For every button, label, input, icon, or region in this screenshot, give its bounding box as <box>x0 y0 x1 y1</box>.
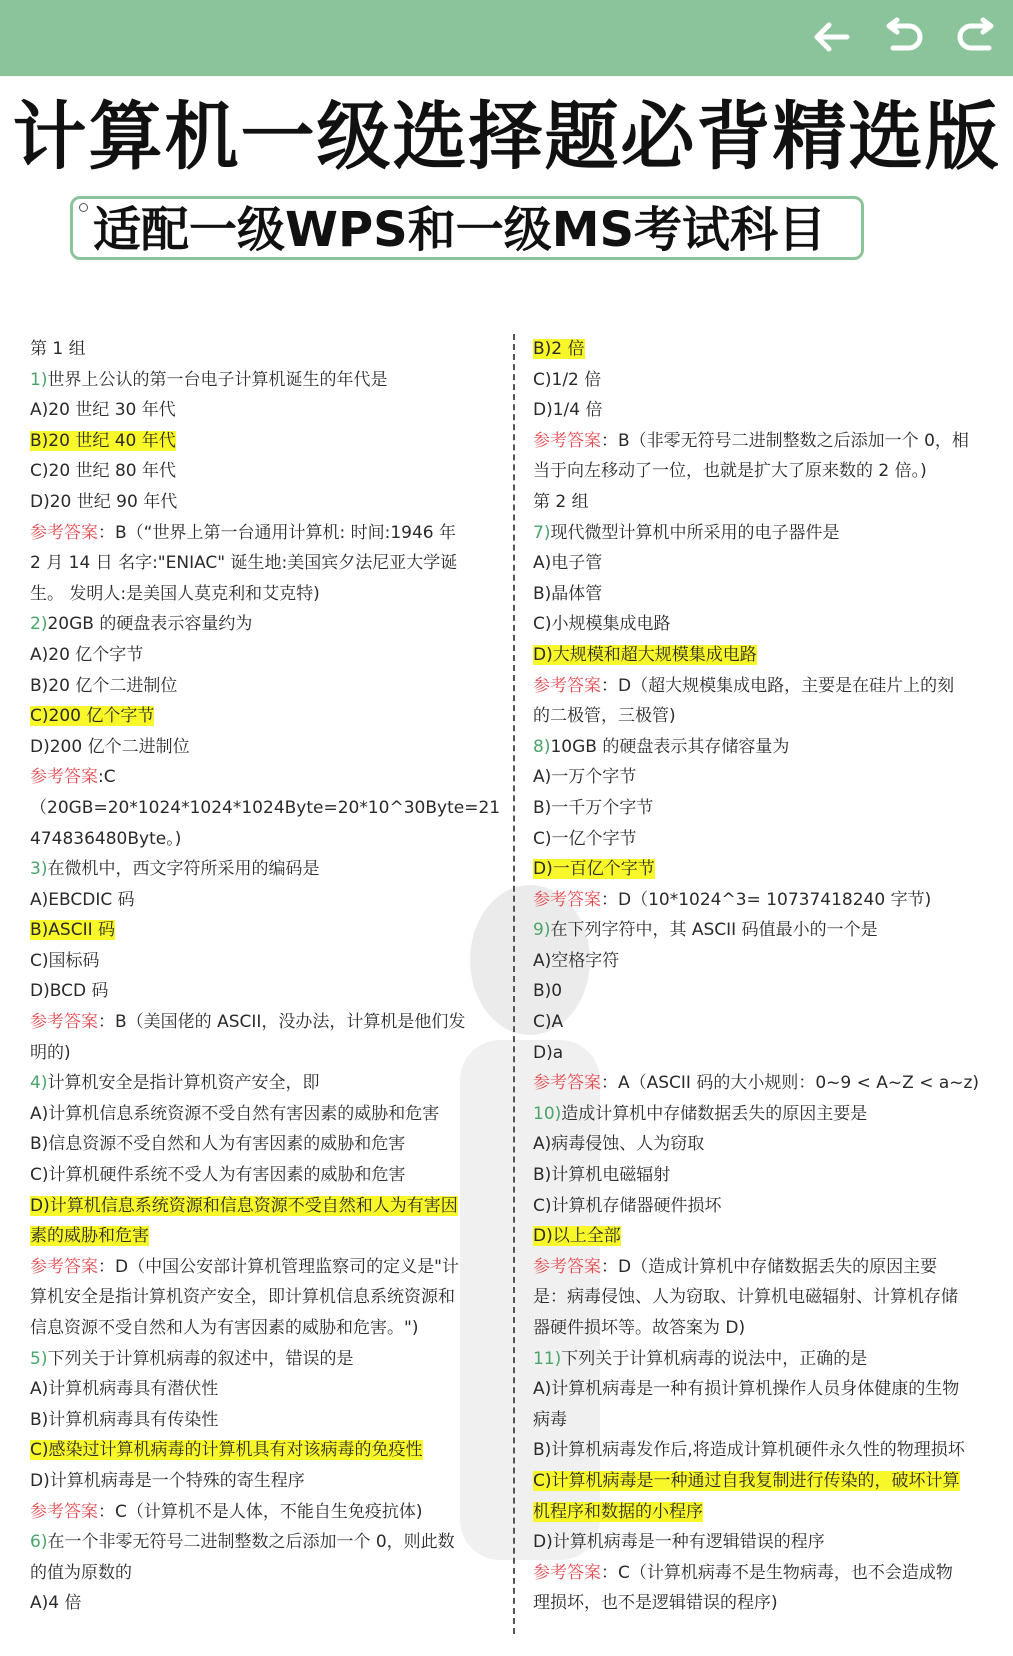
line-text <box>533 767 636 787</box>
text-line <box>533 1221 988 1252</box>
text-line <box>533 1435 988 1466</box>
answer-label: 参考答案 <box>30 1012 98 1033</box>
line-content: ：C（计算机病毒不是生物病毒，也不会造成物 <box>601 1562 953 1583</box>
line-text <box>30 1287 455 1307</box>
text-line <box>30 1038 500 1069</box>
text-line <box>30 854 500 885</box>
text-line <box>30 640 500 671</box>
answer-label: 参考答案 <box>30 522 98 543</box>
text-line <box>533 1497 988 1528</box>
line-content: C)小规模集成电路 <box>533 614 671 635</box>
text-line <box>533 426 988 457</box>
line-content: C)计算机病毒是一种通过自我复制进行传染的，破坏计算 <box>533 1470 960 1491</box>
line-content: A)计算机病毒具有潜伏性 <box>30 1379 219 1400</box>
line-text <box>30 614 252 634</box>
line-text <box>533 1563 953 1583</box>
line-content: ：B（非零无符号二进制整数之后添加一个 0，相 <box>601 430 969 451</box>
text-line <box>533 395 988 426</box>
text-line <box>533 1466 988 1497</box>
line-text <box>30 1318 418 1338</box>
answer-label: 参考答案 <box>533 1256 601 1277</box>
line-content: A)20 世纪 30 年代 <box>30 400 176 421</box>
answer-label: 参考答案 <box>533 1073 601 1094</box>
line-content: D)计算机病毒是一种有逻辑错误的程序 <box>533 1532 825 1553</box>
text-line <box>30 365 500 396</box>
text-line <box>30 1252 500 1283</box>
text-line <box>30 1527 500 1558</box>
line-text <box>533 706 676 726</box>
text-line <box>533 1344 988 1375</box>
text-line <box>533 456 988 487</box>
text-line <box>533 579 988 610</box>
undo-icon[interactable] <box>881 14 927 60</box>
line-content: 的值为原数的 <box>30 1562 132 1583</box>
line-text <box>30 1043 71 1063</box>
line-text <box>30 584 320 604</box>
text-line <box>533 1405 988 1436</box>
line-text <box>30 645 143 665</box>
line-text <box>30 1257 459 1277</box>
line-content: 明的) <box>30 1042 71 1063</box>
line-text <box>533 1593 778 1613</box>
highlighted-option <box>533 1502 703 1522</box>
text-line <box>30 548 500 579</box>
line-text <box>533 981 562 1001</box>
text-line <box>533 1160 988 1191</box>
text-line <box>533 671 988 702</box>
line-content: 是：病毒侵蚀、人为窃取、计算机电磁辐射、计算机存储 <box>533 1287 958 1308</box>
line-content: 在一个非零无符号二进制整数之后添加一个 0，则此数 <box>47 1532 455 1553</box>
text-line <box>30 762 500 793</box>
line-content: 20GB 的硬盘表示容量约为 <box>47 614 253 635</box>
question-number: 10) <box>533 1103 562 1124</box>
line-text <box>533 920 878 940</box>
line-content: A)一万个字节 <box>533 767 637 788</box>
highlighted-option <box>533 339 585 359</box>
line-text <box>533 798 653 818</box>
line-text <box>30 890 135 910</box>
text-line <box>30 1497 500 1528</box>
line-content: A)电子管 <box>533 553 603 574</box>
line-content: 现代微型计算机中所采用的电子器件是 <box>550 522 840 543</box>
line-content: C)200 亿个字节 <box>30 706 155 727</box>
answer-label: 参考答案 <box>533 675 601 696</box>
text-line <box>30 915 500 946</box>
text-line <box>533 701 988 732</box>
line-content: 机程序和数据的小程序 <box>533 1501 703 1522</box>
line-content: D)一百亿个字节 <box>533 859 655 880</box>
line-text <box>30 737 190 757</box>
line-text <box>30 1134 405 1154</box>
line-text <box>30 523 456 543</box>
answer-label: 参考答案 <box>533 889 601 910</box>
text-line <box>533 1527 988 1558</box>
text-line <box>30 1374 500 1405</box>
line-text <box>533 1104 867 1124</box>
line-text <box>533 951 619 971</box>
line-content: C)计算机存储器硬件损坏 <box>533 1195 722 1216</box>
text-line <box>533 885 988 916</box>
back-arrow-icon[interactable] <box>809 14 855 60</box>
text-line <box>533 1129 988 1160</box>
subtitle-box <box>70 196 864 260</box>
line-text <box>533 676 954 696</box>
highlighted-option <box>533 645 757 665</box>
line-text <box>30 461 176 481</box>
highlighted-option <box>30 1196 458 1216</box>
line-text <box>30 492 177 512</box>
line-text <box>30 1471 305 1491</box>
text-line <box>30 1282 500 1313</box>
line-text <box>533 1043 563 1063</box>
line-content: B)计算机病毒具有传染性 <box>30 1409 219 1430</box>
line-content: 第 2 组 <box>533 491 589 512</box>
line-content: 算机安全是指计算机资产安全，即计算机信息系统资源和 <box>30 1287 455 1308</box>
line-content: 下列关于计算机病毒的说法中，正确的是 <box>561 1348 868 1369</box>
text-line <box>533 1007 988 1038</box>
decorative-dot-icon <box>79 203 88 212</box>
text-line <box>533 1282 988 1313</box>
text-line <box>30 824 500 855</box>
line-text <box>533 737 789 757</box>
question-number: 9) <box>533 920 551 941</box>
highlighted-option <box>533 859 655 879</box>
text-line <box>533 824 988 855</box>
line-content: 造成计算机中存储数据丢失的原因主要是 <box>561 1103 868 1124</box>
line-content: D)20 世纪 90 年代 <box>30 491 178 512</box>
line-text <box>533 461 927 481</box>
line-text <box>30 553 457 573</box>
text-line <box>30 1588 500 1619</box>
line-content: C)A <box>533 1012 564 1033</box>
text-line <box>30 1558 500 1589</box>
line-content: B)0 <box>533 981 563 1002</box>
text-line <box>533 1588 988 1619</box>
line-content: 生。 发明人:是美国人莫克利和艾克特) <box>30 583 320 604</box>
line-text <box>533 1012 563 1032</box>
text-line <box>30 395 500 426</box>
line-content: 当于向左移动了一位，也就是扩大了原来数的 2 倍。) <box>533 461 927 482</box>
text-line <box>30 579 500 610</box>
question-number: 7) <box>533 522 551 543</box>
line-text <box>533 829 637 849</box>
line-content: B)20 世纪 40 年代 <box>30 430 176 451</box>
line-content: 2 月 14 日 名字:"ENIAC" 诞生地:美国宾夕法尼亚大学诞 <box>30 553 458 574</box>
line-content: 理损坏，也不是逻辑错误的程序) <box>533 1593 778 1614</box>
text-line <box>533 487 988 518</box>
line-content: ：D（造成计算机中存储数据丢失的原因主要 <box>601 1256 938 1277</box>
line-content: 病毒 <box>533 1409 567 1430</box>
text-line <box>533 1558 988 1589</box>
line-content: 下列关于计算机病毒的叙述中，错误的是 <box>47 1348 354 1369</box>
text-line <box>30 885 500 916</box>
line-text <box>533 1349 867 1369</box>
highlighted-option <box>30 1440 423 1460</box>
line-content: 10GB 的硬盘表示其存储容量为 <box>550 736 790 757</box>
line-text <box>533 1318 745 1338</box>
line-text <box>533 400 603 420</box>
line-text <box>533 1440 965 1460</box>
line-text <box>30 859 319 879</box>
line-content: D)以上全部 <box>533 1226 621 1247</box>
text-line <box>30 487 500 518</box>
text-line <box>533 793 988 824</box>
text-line <box>533 946 988 977</box>
text-line <box>533 640 988 671</box>
line-text <box>30 1165 406 1185</box>
line-text <box>533 890 931 910</box>
line-text <box>30 676 177 696</box>
left-column <box>30 334 500 1619</box>
line-content: B)计算机电磁辐射 <box>533 1165 671 1186</box>
line-text <box>533 614 671 634</box>
text-line <box>30 426 500 457</box>
line-content: D)大规模和超大规模集成电路 <box>533 644 757 665</box>
question-number: 2) <box>30 614 48 635</box>
line-text <box>533 1410 567 1430</box>
line-text <box>30 1379 218 1399</box>
line-content: B)晶体管 <box>533 583 603 604</box>
answer-label: 参考答案 <box>30 1256 98 1277</box>
line-text <box>30 1410 218 1430</box>
line-text <box>30 951 100 971</box>
text-line <box>30 793 500 824</box>
line-content: C)20 世纪 80 年代 <box>30 461 176 482</box>
question-number: 4) <box>30 1073 48 1094</box>
line-content: 信息资源不受自然和人为有害因素的威胁和危害。") <box>30 1318 419 1338</box>
text-line <box>30 1344 500 1375</box>
line-text <box>533 431 969 451</box>
column-divider <box>513 334 515 1634</box>
line-content: C)计算机硬件系统不受人为有害因素的威胁和危害 <box>30 1165 406 1186</box>
line-content: 器硬件损坏等。故答案为 D) <box>533 1318 746 1338</box>
line-content: D)计算机信息系统资源和信息资源不受自然和人为有害因 <box>30 1195 458 1216</box>
line-content: C)国标码 <box>30 950 100 971</box>
line-text <box>533 553 602 573</box>
line-content: C)1/2 倍 <box>533 369 602 390</box>
line-content: B)计算机病毒发作后,将造成计算机硬件永久性的物理损坏 <box>533 1440 965 1461</box>
line-text <box>533 1134 704 1154</box>
line-text <box>533 1532 825 1552</box>
line-text <box>533 523 839 543</box>
line-text <box>30 798 500 818</box>
line-content: 计算机安全是指计算机资产安全，即 <box>47 1073 320 1094</box>
text-line <box>533 762 988 793</box>
text-line <box>533 609 988 640</box>
question-number: 11) <box>533 1348 562 1369</box>
text-line <box>30 1129 500 1160</box>
text-line <box>533 854 988 885</box>
answer-label: 参考答案 <box>30 1501 98 1522</box>
text-line <box>30 732 500 763</box>
answer-label: 参考答案 <box>30 767 98 788</box>
line-content: ：D（10*1024^3= 10737418240 字节) <box>601 889 932 910</box>
text-line <box>30 1435 500 1466</box>
text-line <box>30 609 500 640</box>
line-content: 的二极管，三极管) <box>533 706 676 727</box>
line-text <box>30 339 86 359</box>
line-content: :C <box>98 767 116 788</box>
text-line <box>533 1313 988 1344</box>
text-line <box>533 548 988 579</box>
text-line <box>30 1191 500 1222</box>
line-content: ：B（美国佬的 ASCII，没办法，计算机是他们发 <box>98 1012 466 1033</box>
text-line <box>533 915 988 946</box>
line-content: C)一亿个字节 <box>533 828 637 849</box>
question-number: 5) <box>30 1348 48 1369</box>
text-line <box>533 1252 988 1283</box>
text-line <box>30 518 500 549</box>
line-text <box>533 1379 959 1399</box>
line-text <box>30 1532 455 1552</box>
text-line <box>533 518 988 549</box>
line-content: D)a <box>533 1042 564 1063</box>
right-column <box>533 334 988 1619</box>
line-content: D)1/4 倍 <box>533 400 603 421</box>
line-content: 474836480Byte。) <box>30 828 182 849</box>
text-line <box>533 976 988 1007</box>
text-line <box>30 671 500 702</box>
text-line <box>533 365 988 396</box>
text-line <box>30 1068 500 1099</box>
question-number: 1) <box>30 369 48 390</box>
line-content: B)一千万个字节 <box>533 797 654 818</box>
text-line <box>30 1221 500 1252</box>
text-line <box>533 1099 988 1130</box>
highlighted-option <box>30 1226 149 1246</box>
line-content: A)计算机信息系统资源不受自然有害因素的威胁和危害 <box>30 1103 440 1124</box>
subtitle: 适配一级WPS和一级MS考试科目 <box>93 202 827 258</box>
nav-icon-group <box>809 14 999 60</box>
line-content: D)BCD 码 <box>30 981 109 1002</box>
text-line <box>30 701 500 732</box>
top-bar <box>0 0 1013 76</box>
line-content: C)感染过计算机病毒的计算机具有对该病毒的免疫性 <box>30 1440 423 1461</box>
text-line <box>533 334 988 365</box>
text-line <box>30 1099 500 1130</box>
line-text <box>533 370 601 390</box>
line-text <box>30 370 387 390</box>
line-content: B)信息资源不受自然和人为有害因素的威胁和危害 <box>30 1134 406 1155</box>
line-content: D)计算机病毒是一个特殊的寄生程序 <box>30 1470 305 1491</box>
text-line <box>533 1374 988 1405</box>
line-text <box>533 1196 722 1216</box>
text-line <box>533 732 988 763</box>
line-text <box>30 1073 319 1093</box>
line-content: ：D（中国公安部计算机管理监察司的定义是"计 <box>98 1256 459 1277</box>
line-content: A)4 倍 <box>30 1593 82 1614</box>
line-content: 第 1 组 <box>30 339 86 359</box>
line-text <box>533 584 602 604</box>
text-line <box>30 1313 500 1344</box>
line-text <box>30 981 108 1001</box>
highlighted-option <box>30 706 154 726</box>
highlighted-option <box>533 1226 621 1246</box>
line-content: ：B（“世界上第一台通用计算机: 时间:1946 年 <box>98 522 456 543</box>
line-text <box>30 400 176 420</box>
answer-label: 参考答案 <box>533 430 601 451</box>
text-line <box>30 1405 500 1436</box>
line-content: 世界上公认的第一台电子计算机诞生的年代是 <box>47 369 388 390</box>
line-content: ：A（ASCII 码的大小规则：0~9 < A~Z < a~z) <box>601 1073 980 1094</box>
text-line <box>30 1160 500 1191</box>
text-line <box>533 1191 988 1222</box>
line-content: A)EBCDIC 码 <box>30 889 135 910</box>
line-content: A)计算机病毒是一种有损计算机操作人员身体健康的生物 <box>533 1379 960 1400</box>
line-text <box>30 1593 81 1613</box>
text-line <box>30 1007 500 1038</box>
question-number: 8) <box>533 736 551 757</box>
line-content: （20GB=20*1024*1024*1024Byte=20*10^30Byte=21 <box>30 797 501 818</box>
question-number: 3) <box>30 859 48 880</box>
line-text <box>30 767 116 787</box>
line-text <box>30 829 181 849</box>
line-text <box>30 1104 439 1124</box>
answer-label: 参考答案 <box>533 1562 601 1583</box>
highlighted-option <box>30 431 176 451</box>
line-content: B)ASCII 码 <box>30 920 116 941</box>
text-line <box>30 976 500 1007</box>
line-content: 素的威胁和危害 <box>30 1226 149 1247</box>
line-content: A)空格字符 <box>533 950 620 971</box>
page-title: 计算机一级选择题必背精选版 <box>12 94 1001 180</box>
line-text <box>533 1165 670 1185</box>
text-line <box>533 1038 988 1069</box>
line-text <box>533 1287 958 1307</box>
line-text <box>30 1349 353 1369</box>
line-content: 在微机中，西文字符所采用的编码是 <box>47 859 320 880</box>
highlighted-option <box>30 920 115 940</box>
line-content: A)病毒侵蚀、人为窃取 <box>533 1134 705 1155</box>
line-text <box>30 1012 465 1032</box>
line-content: B)2 倍 <box>533 339 585 359</box>
line-content: ：C（计算机不是人体，不能自生免疫抗体) <box>98 1501 423 1522</box>
line-content: A)20 亿个字节 <box>30 644 144 665</box>
line-text <box>30 1502 423 1522</box>
text-line <box>30 334 500 365</box>
question-number: 6) <box>30 1532 48 1553</box>
text-line <box>30 1466 500 1497</box>
line-content: B)20 亿个二进制位 <box>30 675 178 696</box>
line-text <box>30 1563 132 1583</box>
line-text <box>533 492 589 512</box>
line-content: ：D（超大规模集成电路，主要是在硅片上的刻 <box>601 675 955 696</box>
text-line <box>30 946 500 977</box>
line-content: D)200 亿个二进制位 <box>30 736 190 757</box>
redo-icon[interactable] <box>953 14 999 60</box>
text-line <box>30 456 500 487</box>
line-content: 在下列字符中，其 ASCII 码值最小的一个是 <box>550 920 878 941</box>
highlighted-option <box>533 1471 960 1491</box>
line-text <box>533 1257 937 1277</box>
line-text <box>533 1073 979 1093</box>
text-line <box>533 1068 988 1099</box>
